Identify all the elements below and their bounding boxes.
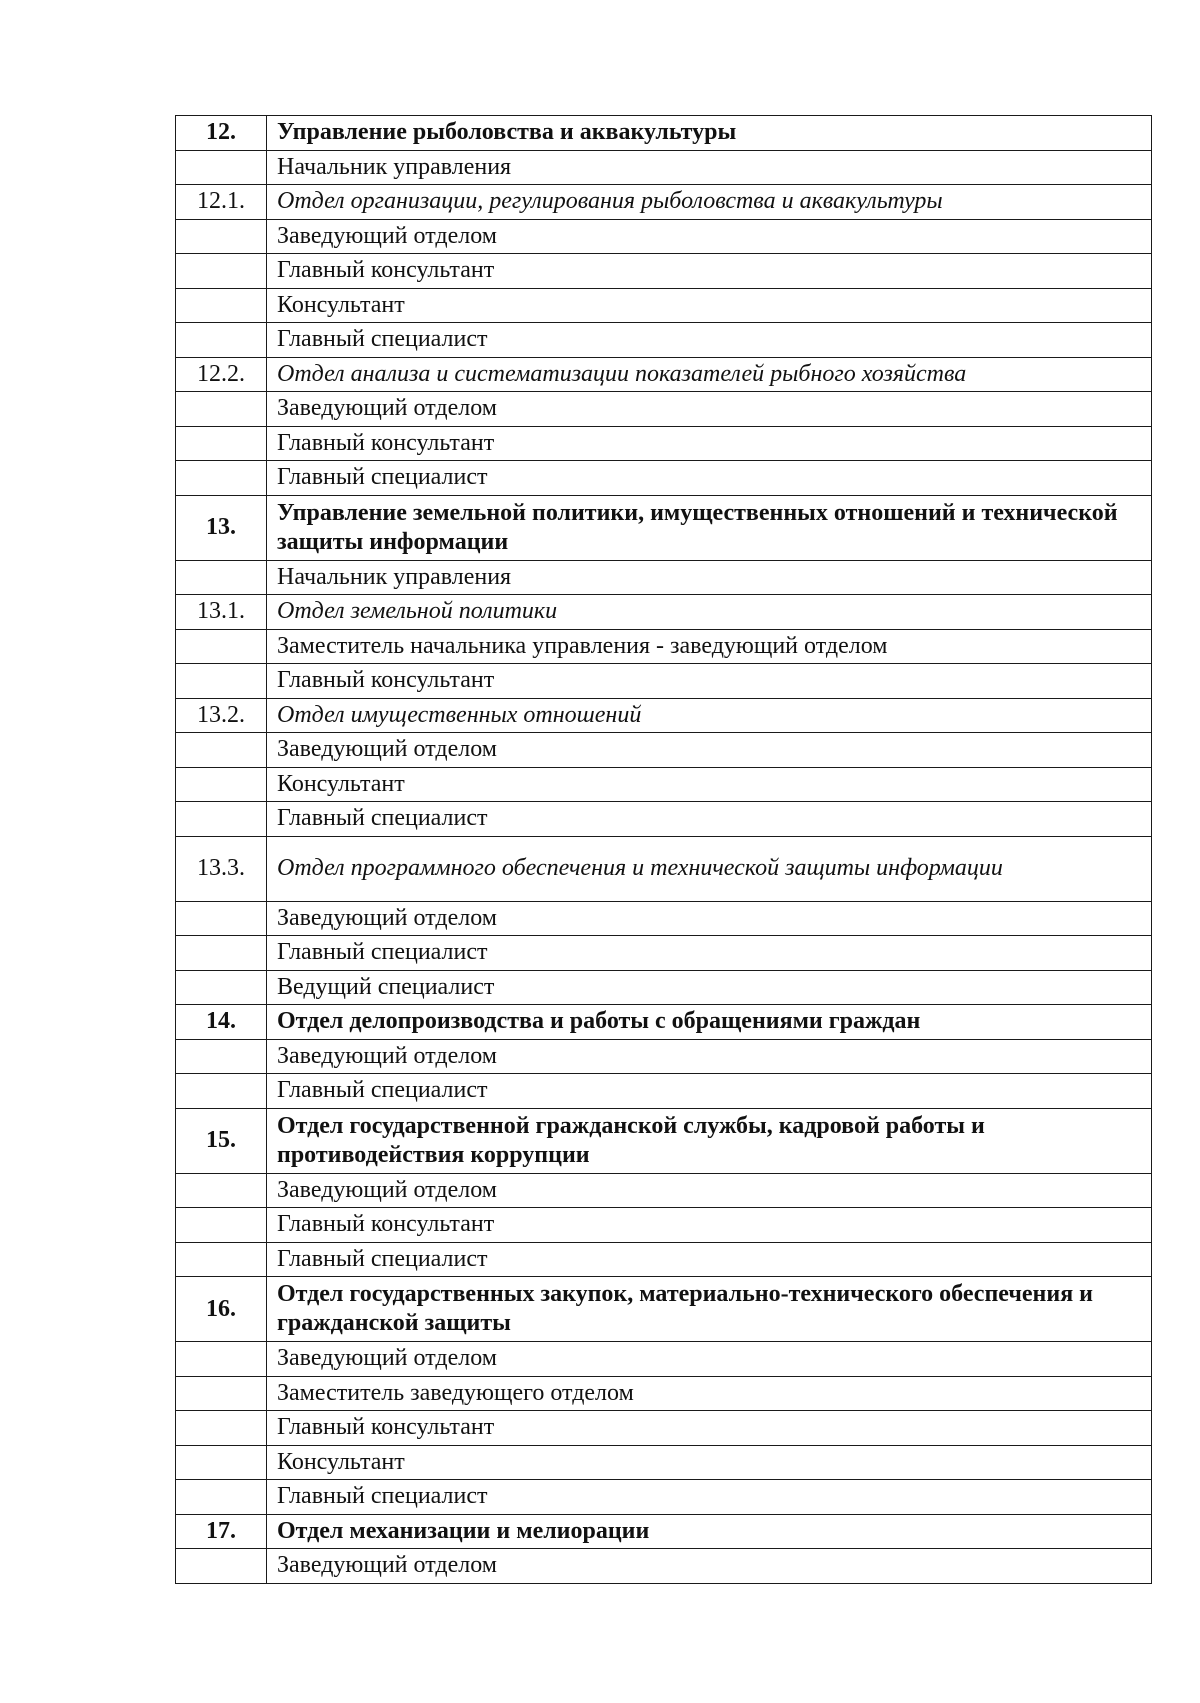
position-title-cell: Консультант — [267, 767, 1152, 802]
row-number-cell — [176, 323, 267, 358]
position-row — [176, 733, 1152, 768]
row-number-cell — [176, 629, 267, 664]
section-row — [176, 1108, 1152, 1173]
row-number-cell: 13.2. — [176, 698, 267, 733]
position-title-cell: Заведующий отделом — [267, 901, 1152, 936]
position-row — [176, 629, 1152, 664]
row-number-cell: 14. — [176, 1005, 267, 1040]
section-title-cell: Отдел механизации и мелиорации — [267, 1514, 1152, 1549]
row-number-cell — [176, 392, 267, 427]
row-number-cell — [176, 461, 267, 496]
position-row — [176, 1445, 1152, 1480]
position-row — [176, 1242, 1152, 1277]
staff-structure-table — [175, 115, 1152, 1584]
position-title-cell: Заместитель начальника управления - заведующий отделом — [267, 629, 1152, 664]
position-row — [176, 1480, 1152, 1515]
row-number-cell: 16. — [176, 1277, 267, 1342]
row-number-cell — [176, 1376, 267, 1411]
section-row — [176, 1005, 1152, 1040]
position-title-cell: Главный специалист — [267, 1242, 1152, 1277]
row-number-cell — [176, 1074, 267, 1109]
position-title-cell: Главный консультант — [267, 426, 1152, 461]
position-title-cell: Главный консультант — [267, 664, 1152, 699]
section-title-cell: Управление рыболовства и аквакультуры — [267, 116, 1152, 151]
position-title-cell: Главный консультант — [267, 1411, 1152, 1446]
row-number-cell: 12.2. — [176, 357, 267, 392]
row-number-cell — [176, 802, 267, 837]
section-row — [176, 116, 1152, 151]
position-title-cell: Главный специалист — [267, 1480, 1152, 1515]
position-title-cell: Заместитель заведующего отделом — [267, 1376, 1152, 1411]
row-number-cell: 13. — [176, 495, 267, 560]
position-row — [176, 219, 1152, 254]
position-row — [176, 1376, 1152, 1411]
row-number-cell — [176, 1549, 267, 1584]
staff-structure-table-body — [176, 116, 1152, 1584]
position-title-cell: Консультант — [267, 288, 1152, 323]
row-number-cell — [176, 767, 267, 802]
row-number-cell: 12. — [176, 116, 267, 151]
department-title-cell: Отдел земельной политики — [267, 595, 1152, 630]
row-number-cell — [176, 970, 267, 1005]
department-title-cell: Отдел организации, регулирования рыболовства и аквакультуры — [267, 185, 1152, 220]
row-number-cell — [176, 1480, 267, 1515]
position-row — [176, 936, 1152, 971]
section-row — [176, 1514, 1152, 1549]
position-row — [176, 288, 1152, 323]
position-title-cell: Главный специалист — [267, 936, 1152, 971]
position-row — [176, 664, 1152, 699]
row-number-cell — [176, 1173, 267, 1208]
row-number-cell — [176, 936, 267, 971]
section-title-cell: Отдел государственной гражданской службы, кадровой работы и противодействия коррупции — [267, 1108, 1152, 1173]
position-row — [176, 150, 1152, 185]
row-number-cell — [176, 1445, 267, 1480]
row-number-cell: 13.1. — [176, 595, 267, 630]
position-title-cell: Главный консультант — [267, 1208, 1152, 1243]
position-row — [176, 1074, 1152, 1109]
position-title-cell: Заведующий отделом — [267, 1342, 1152, 1377]
row-number-cell — [176, 219, 267, 254]
position-row — [176, 1039, 1152, 1074]
department-row — [176, 836, 1152, 901]
section-title-cell: Управление земельной политики, имущественных отношений и технической защиты информации — [267, 495, 1152, 560]
position-row — [176, 1411, 1152, 1446]
position-row — [176, 254, 1152, 289]
row-number-cell: 17. — [176, 1514, 267, 1549]
row-number-cell — [176, 901, 267, 936]
department-title-cell: Отдел анализа и систематизации показателей рыбного хозяйства — [267, 357, 1152, 392]
position-title-cell: Заведующий отделом — [267, 1549, 1152, 1584]
row-number-cell — [176, 254, 267, 289]
position-row — [176, 461, 1152, 496]
position-title-cell: Главный специалист — [267, 802, 1152, 837]
position-title-cell: Начальник управления — [267, 150, 1152, 185]
section-title-cell: Отдел государственных закупок, материально-технического обеспечения и гражданской защиты — [267, 1277, 1152, 1342]
position-title-cell: Заведующий отделом — [267, 1039, 1152, 1074]
section-title-cell: Отдел делопроизводства и работы с обращениями граждан — [267, 1005, 1152, 1040]
position-title-cell: Начальник управления — [267, 560, 1152, 595]
section-row — [176, 1277, 1152, 1342]
position-title-cell: Главный консультант — [267, 254, 1152, 289]
position-row — [176, 1173, 1152, 1208]
row-number-cell — [176, 288, 267, 323]
row-number-cell: 12.1. — [176, 185, 267, 220]
row-number-cell — [176, 560, 267, 595]
row-number-cell — [176, 426, 267, 461]
position-title-cell: Главный специалист — [267, 1074, 1152, 1109]
row-number-cell — [176, 1242, 267, 1277]
position-title-cell: Заведующий отделом — [267, 392, 1152, 427]
position-title-cell: Заведующий отделом — [267, 1173, 1152, 1208]
row-number-cell — [176, 150, 267, 185]
department-title-cell: Отдел программного обеспечения и технической защиты информации — [267, 836, 1152, 901]
row-number-cell — [176, 1039, 267, 1074]
position-row — [176, 1549, 1152, 1584]
department-title-cell: Отдел имущественных отношений — [267, 698, 1152, 733]
position-title-cell: Консультант — [267, 1445, 1152, 1480]
section-row — [176, 495, 1152, 560]
position-title-cell: Главный специалист — [267, 323, 1152, 358]
position-row — [176, 560, 1152, 595]
row-number-cell — [176, 664, 267, 699]
position-row — [176, 323, 1152, 358]
department-row — [176, 185, 1152, 220]
position-row — [176, 426, 1152, 461]
row-number-cell — [176, 1208, 267, 1243]
position-row — [176, 802, 1152, 837]
position-row — [176, 392, 1152, 427]
position-row — [176, 901, 1152, 936]
department-row — [176, 698, 1152, 733]
row-number-cell: 13.3. — [176, 836, 267, 901]
row-number-cell: 15. — [176, 1108, 267, 1173]
position-row — [176, 1342, 1152, 1377]
row-number-cell — [176, 1342, 267, 1377]
row-number-cell — [176, 733, 267, 768]
position-row — [176, 767, 1152, 802]
position-row — [176, 1208, 1152, 1243]
position-row — [176, 970, 1152, 1005]
row-number-cell — [176, 1411, 267, 1446]
position-title-cell: Заведующий отделом — [267, 733, 1152, 768]
position-title-cell: Заведующий отделом — [267, 219, 1152, 254]
department-row — [176, 357, 1152, 392]
department-row — [176, 595, 1152, 630]
position-title-cell: Главный специалист — [267, 461, 1152, 496]
position-title-cell: Ведущий специалист — [267, 970, 1152, 1005]
